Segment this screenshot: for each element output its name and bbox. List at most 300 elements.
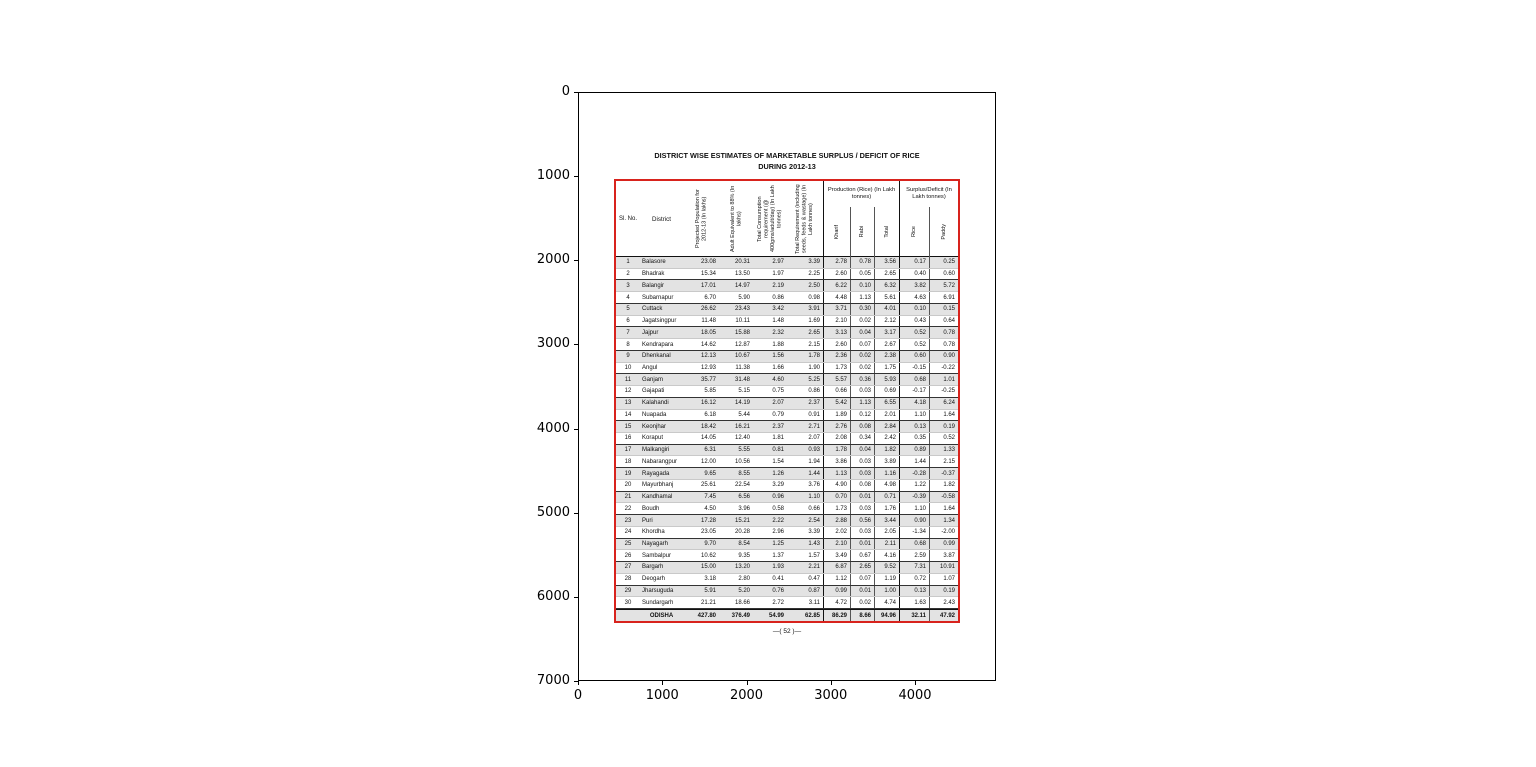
value-cell: 1.37: [772, 552, 784, 559]
value-cell: 1.82: [874, 445, 899, 456]
value-cell: 1.64: [929, 503, 958, 514]
value-cell: 0.71: [874, 492, 899, 503]
value-cell: 9.70: [704, 540, 716, 547]
value-cell: 2.88: [823, 515, 850, 526]
value-cell: 27: [624, 564, 632, 571]
district-cell: Puri: [642, 517, 653, 524]
value-cell: 1.56: [772, 353, 784, 360]
value-cell: 2.71: [808, 423, 820, 430]
value-cell: 11: [624, 376, 632, 383]
value-cell: -0.17: [899, 386, 929, 397]
total-value-cell: 94.96: [874, 610, 899, 621]
value-cell: 1.89: [823, 410, 850, 421]
x-tick-label: 2000: [729, 688, 764, 703]
value-cell: 18.66: [734, 599, 750, 606]
value-cell: 0.66: [823, 386, 850, 397]
table-row: [616, 539, 958, 551]
value-cell: 15: [624, 423, 632, 430]
value-cell: 17: [624, 447, 632, 454]
value-cell: 2.96: [772, 529, 784, 536]
x-tick-label: 3000: [814, 688, 848, 703]
value-cell: 5.91: [704, 587, 716, 594]
value-cell: 6.32: [874, 280, 899, 291]
value-cell: 3.56: [874, 257, 899, 268]
page-number-mark: —( 52 )—: [772, 628, 802, 635]
value-cell: 2.72: [772, 599, 784, 606]
value-cell: -2.00: [929, 527, 958, 538]
table-row: [616, 586, 958, 598]
district-cell: Kandhamal: [642, 494, 673, 501]
value-cell: 3.89: [874, 456, 899, 467]
value-cell: 4.18: [899, 398, 929, 409]
value-cell: 1.44: [899, 456, 929, 467]
value-cell: 2.21: [808, 564, 820, 571]
value-cell: 12: [624, 388, 632, 395]
rice-surplus-table: [614, 179, 960, 623]
value-cell: 3.18: [704, 576, 716, 583]
value-cell: 2: [626, 271, 630, 278]
value-cell: 0.02: [850, 363, 874, 374]
value-cell: 6.22: [823, 280, 850, 291]
value-cell: 1.00: [874, 586, 899, 597]
value-cell: 1.75: [874, 363, 899, 374]
value-cell: 1.90: [808, 364, 820, 371]
value-cell: 1.07: [929, 574, 958, 585]
district-cell: Jharsuguda: [642, 587, 674, 594]
value-cell: 10.56: [734, 458, 750, 465]
district-cell: Balasore: [642, 259, 666, 266]
value-cell: 18: [624, 458, 632, 465]
value-cell: 14.19: [734, 400, 750, 407]
value-cell: 0.52: [899, 327, 929, 338]
value-cell: 6.91: [929, 292, 958, 303]
value-cell: 0.93: [808, 447, 820, 454]
header-group-production: Production (Rice) (In Lakh tonnes): [823, 181, 899, 207]
value-cell: 2.42: [874, 433, 899, 444]
x-tick-mark: [915, 681, 916, 685]
value-cell: 14.62: [700, 341, 716, 348]
value-cell: 1.66: [772, 364, 784, 371]
value-cell: 2.38: [874, 351, 899, 362]
value-cell: 5.72: [929, 280, 958, 291]
table-row: [616, 374, 958, 386]
value-cell: 0.99: [823, 586, 850, 597]
table-row: [616, 269, 958, 281]
table-row: [616, 492, 958, 504]
value-cell: 12.40: [734, 435, 750, 442]
value-cell: 1.73: [823, 503, 850, 514]
value-cell: 3.42: [772, 306, 784, 313]
header-adult-equivalent: Adult Equivalent to 88% (In lakhs): [729, 185, 742, 253]
value-cell: 0.01: [850, 492, 874, 503]
value-cell: 5.93: [874, 374, 899, 385]
value-cell: -0.15: [899, 363, 929, 374]
value-cell: 16: [624, 435, 632, 442]
value-cell: 1.26: [772, 470, 784, 477]
table-header: [616, 181, 958, 257]
value-cell: 0.02: [850, 316, 874, 327]
value-cell: 0.58: [772, 505, 784, 512]
value-cell: 1.13: [850, 398, 874, 409]
value-cell: 0.41: [772, 576, 784, 583]
header-projected-population: Projected Population for 2012-13 (In lakhs): [694, 189, 707, 249]
value-cell: 0.66: [808, 505, 820, 512]
value-cell: 2.25: [808, 271, 820, 278]
y-tick-label: 0: [561, 84, 570, 99]
value-cell: 4: [626, 294, 630, 301]
value-cell: 10.11: [735, 318, 750, 325]
value-cell: 8: [626, 341, 630, 348]
value-cell: 1.16: [874, 468, 899, 479]
value-cell: 18.42: [700, 423, 716, 430]
value-cell: 11.48: [701, 318, 716, 325]
y-tick-label: 6000: [536, 588, 570, 604]
value-cell: 1.48: [772, 318, 784, 325]
value-cell: 3.71: [823, 304, 850, 315]
value-cell: 22: [624, 505, 632, 512]
value-cell: 1.43: [808, 540, 820, 547]
value-cell: 1.57: [808, 552, 820, 559]
value-cell: 0.02: [850, 597, 874, 608]
table-row: [616, 421, 958, 433]
value-cell: 20.28: [734, 529, 750, 536]
header-rice: Rice: [899, 207, 929, 257]
table-row: [616, 339, 958, 351]
value-cell: 3.39: [808, 259, 820, 266]
value-cell: 0.78: [929, 327, 958, 338]
value-cell: 13: [624, 400, 632, 407]
table-row: [616, 351, 958, 363]
value-cell: 4.90: [823, 480, 850, 491]
value-cell: 3.96: [738, 505, 750, 512]
value-cell: 1.64: [929, 410, 958, 421]
value-cell: 0.10: [899, 304, 929, 315]
x-tick-mark: [662, 681, 663, 685]
value-cell: 1.54: [772, 458, 784, 465]
value-cell: 5.90: [738, 294, 750, 301]
value-cell: 9: [626, 353, 630, 360]
value-cell: 26: [624, 552, 632, 559]
district-cell: Keonjhar: [642, 423, 667, 430]
value-cell: 2.59: [899, 550, 929, 561]
header-paddy: Paddy: [929, 207, 958, 257]
value-cell: 11.38: [735, 364, 750, 371]
value-cell: 0.07: [850, 574, 874, 585]
value-cell: 9.52: [874, 562, 899, 573]
value-cell: 10.91: [929, 562, 958, 573]
value-cell: 2.12: [874, 316, 899, 327]
value-cell: 1.22: [899, 480, 929, 491]
value-cell: 1.97: [772, 271, 784, 278]
value-cell: 6.24: [929, 398, 958, 409]
total-value-cell: 32.11: [899, 610, 929, 621]
value-cell: 21: [624, 494, 632, 501]
value-cell: 6.70: [704, 294, 716, 301]
value-cell: 0.43: [899, 316, 929, 327]
value-cell: 2.15: [929, 456, 958, 467]
value-cell: 21.21: [700, 599, 716, 606]
value-cell: 0.52: [899, 339, 929, 350]
value-cell: 3.87: [929, 550, 958, 561]
value-cell: 12.00: [700, 458, 716, 465]
value-cell: 0.13: [899, 586, 929, 597]
value-cell: 15.34: [700, 271, 716, 278]
value-cell: 2.10: [823, 539, 850, 550]
district-cell: Kendrapara: [642, 341, 674, 348]
value-cell: 0.02: [850, 351, 874, 362]
value-cell: 0.90: [929, 351, 958, 362]
value-cell: 6.18: [704, 411, 716, 418]
value-cell: 2.22: [772, 517, 784, 524]
district-cell: Mayurbhanj: [642, 482, 674, 489]
value-cell: -0.39: [899, 492, 929, 503]
value-cell: 2.97: [772, 259, 784, 266]
value-cell: 2.37: [772, 423, 784, 430]
value-cell: 14.05: [700, 435, 716, 442]
table-row: [616, 597, 958, 609]
header-total: Total: [874, 207, 899, 257]
value-cell: 1.13: [850, 292, 874, 303]
value-cell: 0.60: [929, 269, 958, 280]
value-cell: 0.25: [929, 257, 958, 268]
value-cell: 6.31: [704, 447, 716, 454]
value-cell: 3.13: [823, 327, 850, 338]
x-tick-label: 4000: [898, 688, 932, 703]
value-cell: 1: [626, 259, 630, 266]
value-cell: 1.78: [823, 445, 850, 456]
value-cell: 2.10: [823, 316, 850, 327]
value-cell: -0.58: [929, 492, 958, 503]
total-value-cell: 62.85: [804, 612, 820, 619]
value-cell: 8.55: [738, 470, 750, 477]
value-cell: 4.72: [823, 597, 850, 608]
header-total-requirement: Total Requirement (including seeds, feeds & wastage) (In Lakh tonnes): [795, 184, 815, 254]
district-cell: Cuttack: [642, 306, 663, 313]
table-row: [616, 327, 958, 339]
total-value-cell: 47.92: [929, 610, 958, 621]
value-cell: 2.07: [772, 400, 784, 407]
table-row: [616, 410, 958, 422]
value-cell: 0.34: [850, 433, 874, 444]
value-cell: 0.36: [850, 374, 874, 385]
value-cell: 28: [624, 576, 632, 583]
district-cell: Nabarangpur: [642, 458, 678, 465]
table-row: [616, 316, 958, 328]
value-cell: 0.19: [929, 586, 958, 597]
district-cell: Boudh: [642, 505, 660, 512]
value-cell: 1.01: [929, 374, 958, 385]
value-cell: 2.08: [823, 433, 850, 444]
value-cell: 1.81: [772, 435, 784, 442]
value-cell: 23.05: [700, 529, 716, 536]
value-cell: 6.87: [823, 562, 850, 573]
value-cell: 0.67: [850, 550, 874, 561]
value-cell: 0.81: [772, 447, 784, 454]
value-cell: 3: [626, 282, 630, 289]
value-cell: 0.86: [808, 388, 820, 395]
table-row: [616, 456, 958, 468]
value-cell: 6: [626, 318, 630, 325]
value-cell: 0.52: [929, 433, 958, 444]
value-cell: 16.12: [700, 400, 716, 407]
value-cell: 6.55: [874, 398, 899, 409]
table-row: [616, 304, 958, 316]
table-row: [616, 292, 958, 304]
table-row: [616, 480, 958, 492]
value-cell: 2.60: [823, 339, 850, 350]
value-cell: 10: [624, 364, 632, 371]
value-cell: 5.25: [808, 376, 820, 383]
value-cell: 0.68: [899, 539, 929, 550]
value-cell: 0.04: [850, 327, 874, 338]
table-row: [616, 445, 958, 457]
district-cell: Koraput: [642, 435, 664, 442]
value-cell: 12.93: [700, 364, 716, 371]
value-cell: 0.98: [808, 294, 820, 301]
value-cell: 0.03: [850, 503, 874, 514]
table-row: [616, 550, 958, 562]
value-cell: 5.44: [738, 411, 750, 418]
total-label-cell: ODISHA: [649, 612, 674, 619]
district-cell: Balangir: [642, 282, 665, 289]
value-cell: 4.63: [899, 292, 929, 303]
district-cell: Sambalpur: [642, 552, 672, 559]
value-cell: 0.69: [874, 386, 899, 397]
table-row: [616, 562, 958, 574]
value-cell: 12.13: [700, 353, 716, 360]
value-cell: 0.03: [850, 468, 874, 479]
total-value-cell: [616, 610, 640, 621]
value-cell: 1.44: [808, 470, 820, 477]
district-cell: Kalahandi: [642, 400, 669, 407]
value-cell: 1.78: [808, 353, 820, 360]
value-cell: 15.00: [700, 564, 716, 571]
x-tick-label: 0: [573, 688, 583, 703]
value-cell: 2.50: [808, 282, 820, 289]
total-value-cell: 376.49: [731, 612, 750, 619]
y-tick-label: 5000: [536, 504, 570, 520]
value-cell: 15.88: [734, 329, 750, 336]
district-cell: Dhenkanal: [642, 353, 671, 360]
value-cell: 4.48: [823, 292, 850, 303]
value-cell: 13.20: [734, 564, 750, 571]
district-cell: Sundargarh: [642, 599, 674, 606]
value-cell: 2.01: [874, 410, 899, 421]
value-cell: 0.90: [899, 515, 929, 526]
value-cell: 5.15: [738, 388, 750, 395]
value-cell: 0.68: [899, 374, 929, 385]
value-cell: 2.36: [823, 351, 850, 362]
value-cell: 5.20: [738, 587, 750, 594]
table-body: [616, 257, 958, 609]
value-cell: 1.34: [929, 515, 958, 526]
value-cell: 1.94: [808, 458, 820, 465]
value-cell: 24: [624, 529, 632, 536]
district-cell: Jagatsingpur: [642, 318, 677, 325]
value-cell: 0.12: [850, 410, 874, 421]
header-rabi: Rabi: [850, 207, 874, 257]
x-tick-mark: [578, 681, 579, 685]
table-row: [616, 280, 958, 292]
value-cell: 0.96: [772, 494, 784, 501]
district-cell: Nuapada: [642, 411, 667, 418]
value-cell: 5.42: [823, 398, 850, 409]
district-cell: Malkangiri: [642, 447, 670, 454]
value-cell: 0.03: [850, 386, 874, 397]
value-cell: 17.28: [700, 517, 716, 524]
value-cell: 10.62: [700, 552, 716, 559]
value-cell: 35.77: [700, 376, 716, 383]
value-cell: 2.80: [738, 576, 750, 583]
table-row: [616, 398, 958, 410]
value-cell: 0.03: [850, 527, 874, 538]
value-cell: 3.29: [772, 482, 784, 489]
value-cell: 0.19: [929, 421, 958, 432]
value-cell: 2.60: [823, 269, 850, 280]
district-cell: Bargarh: [642, 564, 664, 571]
value-cell: 0.08: [850, 421, 874, 432]
value-cell: 4.01: [874, 304, 899, 315]
value-cell: 5.61: [874, 292, 899, 303]
value-cell: 0.78: [850, 257, 874, 268]
value-cell: 4.98: [874, 480, 899, 491]
header-sl-no: Sl. No.: [618, 216, 637, 222]
value-cell: 2.78: [823, 257, 850, 268]
table-row: [616, 386, 958, 398]
value-cell: 16.21: [734, 423, 750, 430]
value-cell: 30: [624, 599, 632, 606]
value-cell: 0.76: [772, 587, 784, 594]
value-cell: -0.28: [899, 468, 929, 479]
value-cell: 8.54: [738, 540, 750, 547]
value-cell: 0.86: [772, 294, 784, 301]
district-cell: Jajpur: [642, 329, 659, 336]
header-total-consumption: Total Consumption requirement (@ 400gms/adult/day) (In Lakh tonnes): [757, 185, 783, 253]
value-cell: 1.13: [823, 468, 850, 479]
table-row: [616, 257, 958, 269]
value-cell: 0.64: [929, 316, 958, 327]
value-cell: 3.91: [808, 306, 820, 313]
document-title-line1: DISTRICT WISE ESTIMATES OF MARKETABLE SURPLUS / DEFICIT OF RICE: [654, 151, 920, 160]
value-cell: 0.08: [850, 480, 874, 491]
value-cell: 1.73: [823, 363, 850, 374]
y-tick-label: 2000: [536, 252, 570, 268]
value-cell: 0.70: [823, 492, 850, 503]
value-cell: 0.47: [808, 576, 820, 583]
value-cell: 0.91: [808, 411, 820, 418]
value-cell: 13.50: [734, 271, 750, 278]
value-cell: 0.15: [929, 304, 958, 315]
value-cell: -1.34: [899, 527, 929, 538]
value-cell: 14.97: [734, 282, 750, 289]
value-cell: -0.22: [929, 363, 958, 374]
district-cell: Rayagada: [642, 470, 670, 477]
plot-axes: [578, 92, 996, 681]
total-value-cell: 427.80: [697, 612, 716, 619]
value-cell: 1.19: [874, 574, 899, 585]
value-cell: 5.85: [704, 388, 716, 395]
value-cell: -0.25: [929, 386, 958, 397]
value-cell: 0.04: [850, 445, 874, 456]
scanned-document: [614, 151, 960, 635]
y-tick-label: 4000: [536, 420, 570, 436]
value-cell: 0.78: [929, 339, 958, 350]
value-cell: 20: [624, 482, 632, 489]
value-cell: 19: [624, 470, 632, 477]
value-cell: 4.50: [704, 505, 716, 512]
value-cell: 1.69: [808, 318, 820, 325]
value-cell: 1.10: [808, 494, 820, 501]
